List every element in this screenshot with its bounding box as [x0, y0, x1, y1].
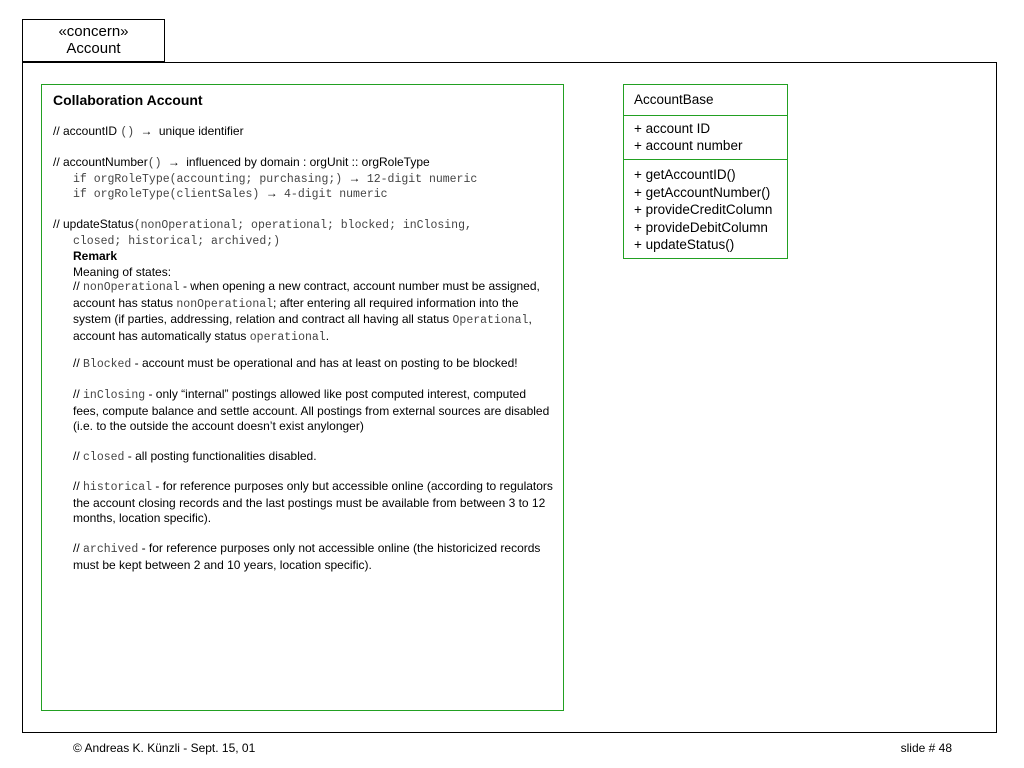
operation-item: + provideCreditColumn	[634, 202, 773, 217]
update-status-args-cont	[73, 233, 280, 249]
concern-name: Account	[66, 40, 121, 57]
account-number-rule-2	[73, 186, 388, 202]
class-name: AccountBase	[624, 85, 787, 116]
para-text: - account must be operational and has at least on posting to be blocked!	[131, 356, 518, 370]
para-prefix: //	[73, 479, 84, 493]
state-code: operational	[249, 330, 326, 344]
account-number-line	[53, 155, 430, 171]
state-closed-para	[73, 449, 553, 466]
footer-copyright: © Andreas K. Künzli - Sept. 15, 01	[73, 741, 256, 755]
rule-2-condition: if orgRoleType(clientSales)	[73, 188, 260, 201]
collaboration-title: Collaboration Account	[53, 92, 203, 108]
arrow-icon: →	[167, 155, 180, 169]
state-code: inClosing	[83, 389, 146, 402]
stereotype-label: «concern»	[58, 23, 129, 40]
arrow-icon: →	[348, 171, 361, 185]
para-text: ; after entering all required information into the system (if parties, addressing, relation and contract all having all status	[73, 295, 519, 326]
meaning-of-states: Meaning of states:	[73, 265, 172, 279]
state-blocked-para	[73, 356, 553, 373]
operation-item: + provideDebitColumn	[634, 219, 768, 235]
rule-2-result: 4-digit numeric	[284, 188, 388, 201]
class-operations	[624, 160, 787, 258]
operation-item: + updateStatus()	[634, 237, 735, 252]
state-historical-para	[73, 479, 553, 527]
para-text: - when opening a new contract, account number must be assigned, account has status	[73, 279, 540, 310]
state-inclosing-para	[73, 387, 553, 435]
para-text: , account has automatically status	[73, 312, 532, 343]
state-code: archived	[83, 543, 139, 556]
state-code: nonOperational	[176, 297, 274, 311]
collaboration-box	[41, 84, 564, 711]
para-text: - all posting functionalities disabled.	[124, 449, 317, 463]
attribute-item: + account number	[634, 138, 743, 153]
state-code: nonOperational	[83, 281, 180, 294]
account-number-desc: influenced by domain : orgUnit :: orgRoleType	[186, 155, 430, 169]
update-status-line	[53, 217, 472, 233]
arrow-icon: →	[140, 124, 153, 138]
para-text: - only “internal” postings allowed like post computed interest, computed fees, compute balance and settle account. All postings from external sources are disabled (i.e. to the outside the account doesn’t exist anylonger)	[73, 387, 550, 433]
account-base-class-box	[623, 84, 788, 259]
class-attributes	[624, 116, 787, 160]
account-number-rule-1	[73, 171, 477, 187]
arrow-icon: →	[265, 186, 278, 200]
para-prefix: //	[73, 449, 84, 463]
para-prefix: //	[73, 356, 84, 370]
account-number-parens: ()	[147, 157, 162, 170]
rule-1-condition: if orgRoleType(accounting; purchasing;)	[73, 173, 343, 186]
account-id-desc: unique identifier	[158, 124, 244, 138]
para-text: - for reference purposes only but accessible online (according to regulators the account closing records and the last postings must be available from between 3 to 12 months, location specific).	[73, 479, 553, 525]
account-number-prefix: // accountNumber	[53, 155, 148, 169]
state-nonoperational-para	[73, 279, 553, 345]
account-id-parens: ()	[120, 126, 135, 139]
account-id-prefix: // accountID	[53, 124, 118, 138]
update-status-args-2: closed; historical; archived;)	[73, 235, 281, 248]
para-prefix: //	[73, 279, 84, 293]
state-code: Operational	[452, 314, 529, 327]
para-text: - for reference purposes only not accessible online (the historicized records must be kept between 2 and 10 years, location specific).	[73, 541, 541, 572]
account-id-line	[53, 124, 244, 140]
concern-tab	[22, 19, 165, 62]
operation-item: + getAccountNumber()	[634, 184, 771, 200]
para-prefix: //	[73, 541, 84, 555]
update-status-prefix: // updateStatus	[53, 217, 134, 231]
attribute-item: + account ID	[634, 121, 711, 136]
remark-heading: Remark	[73, 249, 118, 263]
state-code: closed	[83, 451, 125, 464]
state-code: historical	[83, 481, 153, 494]
para-prefix: //	[73, 387, 84, 401]
rule-1-result: 12-digit numeric	[366, 173, 478, 186]
state-code: Blocked	[83, 358, 132, 371]
footer-slide-number: slide # 48	[900, 741, 952, 755]
update-status-args: (nonOperational; operational; blocked; inClosing,	[133, 219, 472, 232]
operation-item: + getAccountID()	[634, 167, 736, 182]
state-archived-para	[73, 541, 553, 573]
para-text: .	[325, 328, 330, 343]
